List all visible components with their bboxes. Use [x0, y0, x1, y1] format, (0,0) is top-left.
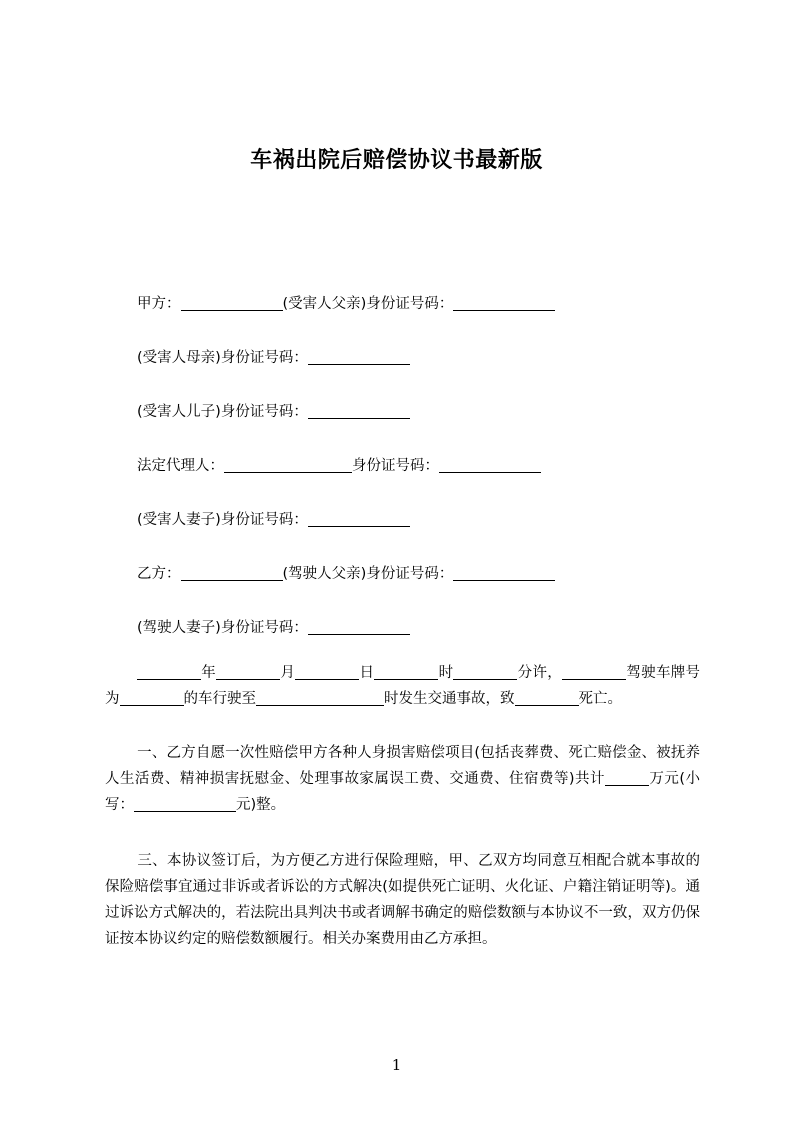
blank-field — [120, 691, 184, 706]
month-label: 月 — [280, 665, 296, 681]
blank-field — [605, 771, 649, 786]
clause-three-text: 三、本协议签订后，为方便乙方进行保险理赔，甲、乙双方均同意互相配合就本事故的保险赔偿事宜通过非诉或者诉讼的方式解决(如提供死亡证明、火化证、户籍注销证明等)。通过诉讼方式解决的，若法院出具判决书或者调解书确定的赔偿数额与本协议不一致，双方仍保证按本协议约定的赔偿数额履行。相关办案费用由乙方承担。 — [105, 853, 700, 947]
party-b-label: 乙方： — [137, 566, 181, 582]
vehicle-label: 的车行驶至 — [183, 691, 256, 707]
clause-three-paragraph — [105, 848, 700, 952]
party-b-wife-label: (驾驶人妻子)身份证号码： — [137, 620, 308, 636]
blank-field — [562, 665, 626, 680]
party-a-wife-label: (受害人妻子)身份证号码： — [137, 512, 308, 528]
legal-agent-label: 法定代理人： — [137, 458, 224, 474]
day-label: 日 — [359, 665, 375, 681]
party-b-father-line — [137, 562, 555, 583]
party-b-father-label: (驾驶人父亲)身份证号码： — [282, 566, 454, 582]
blank-field — [308, 404, 410, 419]
party-a-son-label: (受害人儿子)身份证号码： — [137, 404, 308, 420]
clause-one-end: 元)整。 — [236, 797, 286, 813]
clause-one-paragraph — [105, 740, 700, 818]
blank-field — [256, 691, 384, 706]
blank-field — [453, 296, 555, 311]
party-a-mother-line — [137, 346, 410, 367]
legal-agent-id-label: 身份证号码： — [352, 458, 439, 474]
party-a-father-label: (受害人父亲)身份证号码： — [282, 296, 454, 312]
party-b-wife-line — [137, 616, 410, 637]
blank-field — [308, 512, 410, 527]
legal-agent-line — [137, 454, 541, 475]
accident-paragraph — [105, 660, 700, 712]
document-title: 车祸出院后赔偿协议书最新版 — [250, 148, 543, 173]
blank-field — [374, 665, 438, 680]
hour-label: 时 — [438, 665, 454, 681]
blank-field — [439, 458, 541, 473]
death-label: 死亡。 — [578, 691, 622, 707]
blank-field — [308, 350, 410, 365]
year-label: 年 — [201, 665, 217, 681]
driver-label: 驾驶车牌 — [626, 665, 686, 681]
blank-field — [181, 296, 283, 311]
blank-field — [137, 665, 201, 680]
party-a-son-line — [137, 400, 410, 421]
occurred-label: 时发生交通事故，致 — [384, 691, 515, 707]
party-a-father-line — [137, 292, 555, 313]
blank-field — [453, 665, 517, 680]
blank-field — [453, 566, 555, 581]
page-number: 1 — [391, 1056, 402, 1074]
party-a-label: 甲方： — [137, 296, 181, 312]
blank-field — [134, 797, 236, 812]
blank-field — [216, 665, 280, 680]
blank-field — [224, 458, 352, 473]
blank-field — [181, 566, 283, 581]
clause-one-text: 一、乙方自愿一次性赔偿甲方各种人身损害赔偿项目(包括丧葬费、死亡赔偿金、被抚养人生活费、精神损害抚慰金、处理事故家属误工费、交通费、住宿费等)共计 — [105, 745, 700, 787]
plate-label: 号为 — [105, 665, 701, 707]
party-a-wife-line — [137, 508, 410, 529]
clause-one-unit: 万元(小写： — [105, 771, 700, 813]
minute-label: 分许， — [517, 665, 563, 681]
blank-field — [308, 620, 410, 635]
party-a-mother-label: (受害人母亲)身份证号码： — [137, 350, 308, 366]
blank-field — [515, 691, 579, 706]
blank-field — [295, 665, 359, 680]
